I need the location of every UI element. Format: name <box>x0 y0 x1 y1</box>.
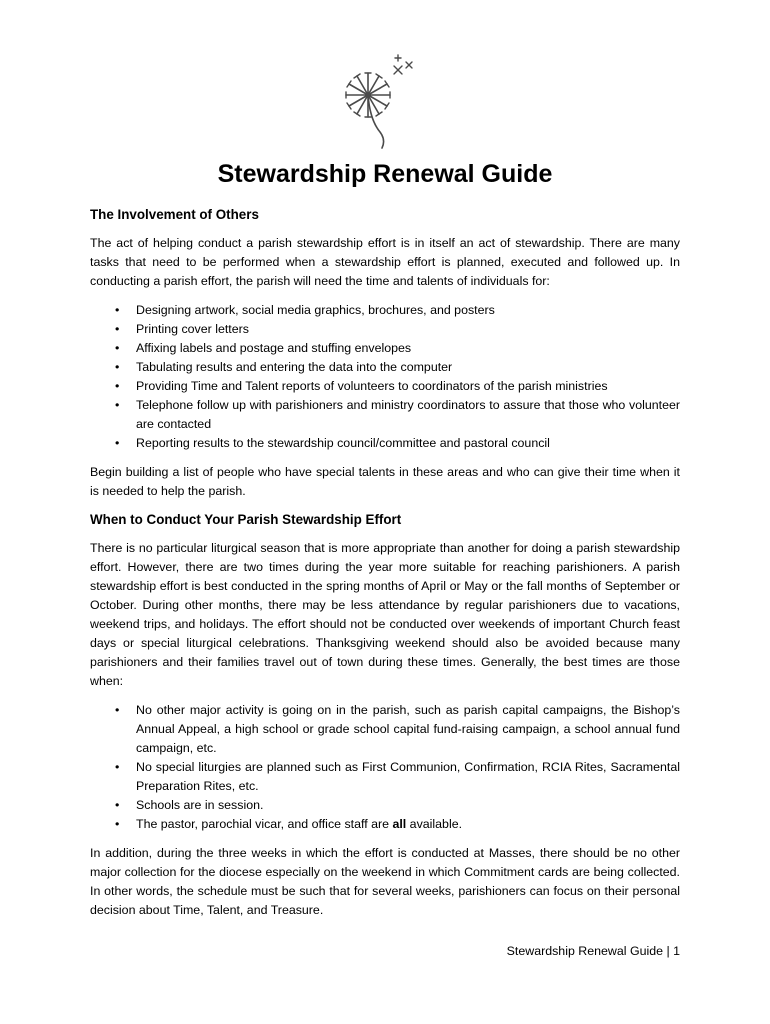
document-body <box>90 206 680 930</box>
list-item: • Telephone follow up with parishioners and ministry coordinators to assure that those who volunteer are contacted <box>90 396 680 434</box>
list-item <box>90 815 680 834</box>
bullet-list <box>90 701 680 834</box>
document-title: Stewardship Renewal Guide <box>217 160 553 188</box>
section-heading-involvement: The Involvement of Others <box>90 207 259 222</box>
list-item: • Affixing labels and postage and stuffing envelopes <box>90 339 680 358</box>
list-item: • Printing cover letters <box>90 320 680 339</box>
list-item: • Designing artwork, social media graphics, brochures, and posters <box>90 301 680 320</box>
paragraph: There is no particular liturgical season that is more appropriate than another for doing a parish stewardship effort. However, there are two times during the year more suitable for reaching parishioners. A parish stewardship effort is best conducted in the spring months of April or May or the fall months of September or October. During other months, there may be less attendance by regular parishioners due to vacations, weekend trips, and holidays. The effort should not be conducted over weekends of important Church feast days or special liturgical celebrations. Thanksgiving weekend should also be avoided because many parishioners and their families travel out of town during these times. Generally, the best times are those when: <box>90 541 680 688</box>
list-item-text: available. <box>406 817 463 831</box>
dandelion-logo-icon <box>330 50 420 150</box>
bullet-list <box>90 301 680 453</box>
emphasis-text: all <box>392 817 407 831</box>
list-item-text: The pastor, parochial vicar, and office staff are <box>136 817 393 831</box>
list-item: • No other major activity is going on in the parish, such as parish capital campaigns, the Bishop’s Annual Appeal, a high school or grade school capital fund-raising campaign, a school annual fund campaign, etc. <box>90 701 680 758</box>
list-item: • Providing Time and Talent reports of volunteers to coordinators of the parish ministries <box>90 377 680 396</box>
paragraph: In addition, during the three weeks in which the effort is conducted at Masses, there should be no other major collection for the diocese especially on the weekend in which Commitment cards are being collected. In other words, the schedule must be such that for several weeks, parishioners can focus on their personal decision about Time, Talent, and Treasure. <box>90 846 680 917</box>
section-heading-when-to-conduct: When to Conduct Your Parish Stewardship Effort <box>90 512 402 527</box>
list-item: • Schools are in session. <box>90 796 680 815</box>
paragraph: Begin building a list of people who have special talents in these areas and who can give their time when it is needed to help the parish. <box>90 465 680 498</box>
list-item: • Tabulating results and entering the data into the computer <box>90 358 680 377</box>
paragraph: The act of helping conduct a parish stewardship effort is in itself an act of stewardship. There are many tasks that need to be performed when a stewardship effort is planned, executed and followed up. In conducting a parish effort, the parish will need the time and talents of individuals for: <box>90 236 680 288</box>
page-footer: Stewardship Renewal Guide | 1 <box>506 944 680 958</box>
list-item: • No special liturgies are planned such as First Communion, Confirmation, RCIA Rites, Sacramental Preparation Rites, etc. <box>90 758 680 796</box>
list-item: • Reporting results to the stewardship council/committee and pastoral council <box>90 434 680 453</box>
